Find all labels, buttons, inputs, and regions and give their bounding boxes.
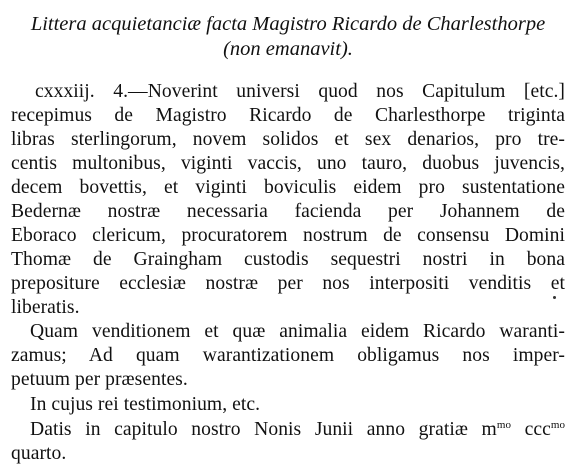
text-line: petuum per præsentes. <box>11 369 188 390</box>
margin-mark <box>553 296 556 299</box>
text-line-with-superscripts <box>30 418 565 442</box>
text-line: Bedernæ nostræ necessaria facienda per Johannem de <box>11 201 565 222</box>
superscript: mo <box>550 419 565 431</box>
text-line: libras sterlingorum, novem solidos et sex denarios, pro tre- <box>11 129 565 150</box>
text-line: Thomæ de Graingham custodis sequestri nostri in bona <box>11 249 565 270</box>
document-title-line-1: Littera acquietanciæ facta Magistro Ricardo de Charlesthorpe <box>30 13 546 35</box>
text-line: quarto. <box>11 443 67 464</box>
text-segment: ccc <box>511 419 551 440</box>
text-line: cxxxiij. 4.—Noverint universi quod nos Capitulum [etc.] <box>35 81 565 102</box>
text-segment: Datis in capitulo nostro Nonis Junii anno gratiæ m <box>30 419 497 440</box>
document-title-line-2: (non emanavit). <box>223 38 353 60</box>
superscript: mo <box>496 419 511 431</box>
text-line: zamus; Ad quam warantizationem obligamus nos imper- <box>11 345 565 366</box>
text-line: centis multonibus, viginti vaccis, uno tauro, duobus juvencis, <box>11 153 565 174</box>
text-line: decem bovettis, et viginti boviculis eidem pro sustentatione <box>11 177 565 198</box>
text-line: liberatis. <box>11 297 80 318</box>
text-line: In cujus rei testimonium, etc. <box>30 394 261 415</box>
text-line: recepimus de Magistro Ricardo de Charlesthorpe triginta <box>11 105 565 126</box>
text-line: Quam venditionem et quæ animalia eidem Ricardo waranti- <box>30 321 565 342</box>
text-line: Eboraco clericum, procuratorem nostrum de consensu Domini <box>11 225 565 246</box>
text-line: prepositure ecclesiæ nostræ per nos interpositi venditis et <box>11 273 565 294</box>
